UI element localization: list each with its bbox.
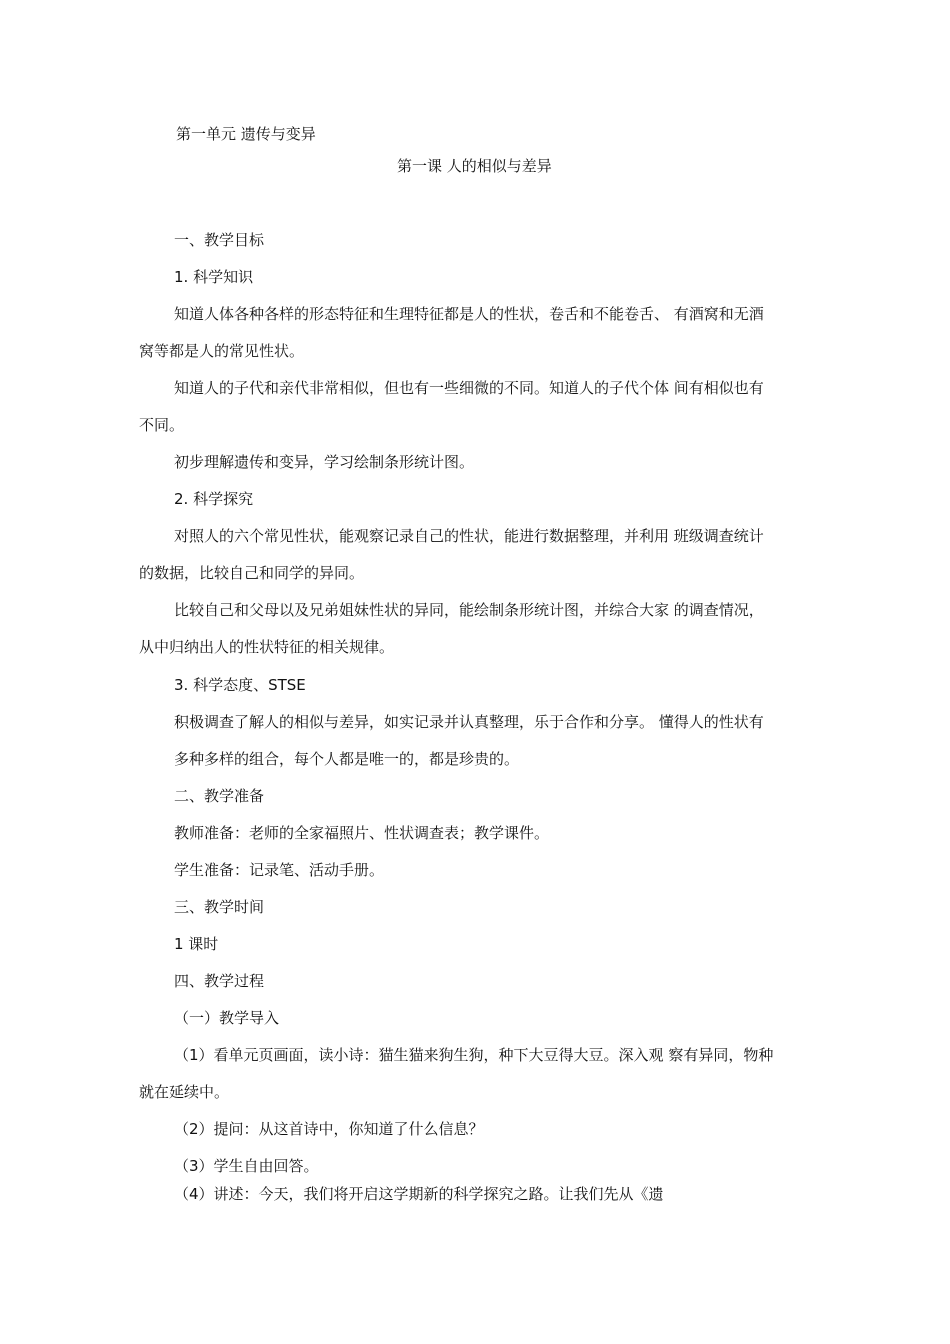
paragraph-line: 窝等都是人的常见性状。 — [139, 342, 305, 360]
paragraph-line: （2）提问：从这首诗中，你知道了什么信息？ — [174, 1120, 484, 1138]
subheading-introduction: （一）教学导入 — [174, 1009, 280, 1027]
paragraph-line: 初步理解遗传和变异，学习绘制条形统计图。 — [174, 453, 475, 471]
section-heading-preparation: 二、教学准备 — [174, 787, 265, 805]
paragraph-line: 知道人体各种各样的形态特征和生理特征都是人的性状，卷舌和不能卷舌、 有酒窝和无酒 — [174, 305, 764, 323]
paragraph-line: （4）讲述：今天，我们将开启这学期新的科学探究之路。让我们先从《遗 — [174, 1185, 664, 1203]
paragraph-line: （1）看单元页画面，读小诗：猫生猫来狗生狗，种下大豆得大豆。深入观 察有异同，物种 — [174, 1046, 774, 1064]
paragraph-line: 不同。 — [139, 416, 185, 434]
section-heading-time: 三、教学时间 — [174, 898, 265, 916]
paragraph-line: 教师准备：老师的全家福照片、性状调查表；教学课件。 — [174, 824, 550, 842]
paragraph-line: 对照人的六个常见性状，能观察记录自己的性状，能进行数据整理，并利用 班级调查统计 — [174, 527, 764, 545]
paragraph-line: （3）学生自由回答。 — [174, 1157, 319, 1175]
paragraph-line: 学生准备：记录笔、活动手册。 — [174, 861, 385, 879]
section-heading-process: 四、教学过程 — [174, 972, 265, 990]
paragraph-line: 从中归纳出人的性状特征的相关规律。 — [139, 638, 395, 656]
section-heading-goals: 一、教学目标 — [174, 231, 265, 249]
paragraph-line: 1 课时 — [174, 935, 219, 953]
unit-title: 第一单元 遗传与变异 — [176, 125, 316, 143]
subheading-attitude: 3. 科学态度、STSE — [174, 676, 306, 694]
paragraph-line: 积极调查了解人的相似与差异，如实记录并认真整理，乐于合作和分享。 懂得人的性状有 — [174, 713, 764, 731]
subheading-knowledge: 1. 科学知识 — [174, 268, 254, 286]
subheading-inquiry: 2. 科学探究 — [174, 490, 254, 508]
paragraph-line: 比较自己和父母以及兄弟姐妹性状的异同，能绘制条形统计图，并综合大家 的调查情况， — [174, 601, 764, 619]
paragraph-line: 知道人的子代和亲代非常相似，但也有一些细微的不同。知道人的子代个体 间有相似也有 — [174, 379, 764, 397]
paragraph-line: 的数据，比较自己和同学的异同。 — [139, 564, 365, 582]
lesson-title: 第一课 人的相似与差异 — [397, 157, 552, 175]
paragraph-line: 多种多样的组合，每个人都是唯一的，都是珍贵的。 — [174, 750, 520, 768]
paragraph-line: 就在延续中。 — [139, 1083, 230, 1101]
